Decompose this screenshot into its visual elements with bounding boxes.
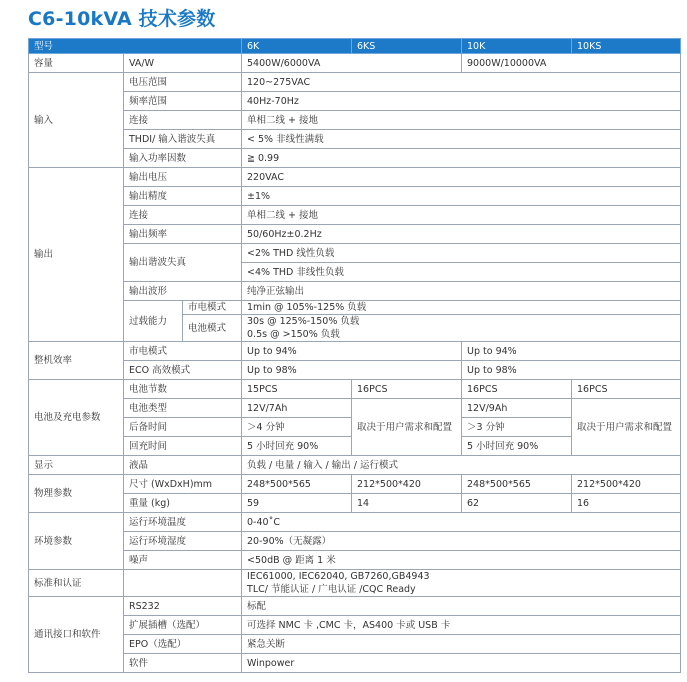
- category-input: 输入: [29, 73, 124, 168]
- category-environment: 环境参数: [29, 513, 124, 570]
- row-value: <2% THD 线性负载: [242, 244, 681, 263]
- battery-type-6k: 12V/7Ah: [242, 399, 352, 418]
- row-value: Up to 98%: [242, 361, 462, 380]
- category-comms: 通讯接口和软件: [29, 597, 124, 673]
- row-value: 0-40˚C: [242, 513, 681, 532]
- table-row: [29, 513, 681, 532]
- header-10k: 10K: [462, 39, 572, 54]
- row-value: <4% THD 非线性负载: [242, 263, 681, 282]
- overload-line-1: 1min @ 105%-125% 负载: [242, 301, 681, 315]
- table-row: [29, 225, 681, 244]
- table-row: [29, 206, 681, 225]
- row-label: 液晶: [124, 456, 242, 475]
- row-value: 20-90%（无凝露）: [242, 532, 681, 551]
- row-value: <50dB @ 距离 1 米: [242, 551, 681, 570]
- row-label: 输出精度: [124, 187, 242, 206]
- table-row: [29, 570, 681, 584]
- battery-backup-10k: ＞3 分钟: [462, 418, 572, 437]
- row-value: 负载 / 电量 / 输入 / 输出 / 运行模式: [242, 456, 681, 475]
- row-value: Up to 94%: [242, 342, 462, 361]
- battery-recharge-10k: 5 小时回充 90%: [462, 437, 572, 456]
- size-6ks: 212*500*420: [352, 475, 462, 494]
- weight-10ks: 16: [572, 494, 681, 513]
- row-value: 120~275VAC: [242, 73, 681, 92]
- table-row: [29, 111, 681, 130]
- overload-line-2: 30s @ 125%-150% 负载: [242, 315, 681, 329]
- category-battery: 电池及充电参数: [29, 380, 124, 456]
- category-standards: 标准和认证: [29, 570, 124, 597]
- row-value: 标配: [242, 597, 681, 616]
- table-row: [29, 551, 681, 570]
- table-row: [29, 597, 681, 616]
- row-label: 回充时间: [124, 437, 242, 456]
- row-label: 噪声: [124, 551, 242, 570]
- standards-label-cell: [124, 570, 242, 597]
- header-model: 型号: [29, 39, 242, 54]
- standards-line-1: IEC61000, IEC62040, GB7260,GB4943: [242, 570, 681, 584]
- table-row: [29, 475, 681, 494]
- table-row: [29, 635, 681, 654]
- battery-count-6ks: 16PCS: [352, 380, 462, 399]
- row-label: 运行环境湿度: [124, 532, 242, 551]
- row-label: 输出谐波失真: [124, 244, 242, 282]
- row-label: 过载能力: [124, 301, 183, 342]
- page-title: C6-10kVA 技术参数: [28, 8, 216, 30]
- table-row: [29, 494, 681, 513]
- row-label: 电池类型: [124, 399, 242, 418]
- battery-count-10ks: 16PCS: [572, 380, 681, 399]
- row-label: 扩展插槽（选配）: [124, 616, 242, 635]
- row-label: 频率范围: [124, 92, 242, 111]
- row-value: 单相二线 + 接地: [242, 206, 681, 225]
- row-value: Winpower: [242, 654, 681, 673]
- table-row: [29, 168, 681, 187]
- table-row: [29, 73, 681, 92]
- row-value: 紧急关断: [242, 635, 681, 654]
- table-row: [29, 149, 681, 168]
- size-6k: 248*500*565: [242, 475, 352, 494]
- row-label: 输出波形: [124, 282, 242, 301]
- row-value: 40Hz-70Hz: [242, 92, 681, 111]
- table-row: [29, 54, 681, 73]
- overload-battery-mode: 电池模式: [183, 315, 242, 342]
- overload-mains-mode: 市电模式: [183, 301, 242, 315]
- row-value: Up to 94%: [462, 342, 681, 361]
- category-display: 显示: [29, 456, 124, 475]
- header-6ks: 6KS: [352, 39, 462, 54]
- table-row: [29, 456, 681, 475]
- category-physical: 物理参数: [29, 475, 124, 513]
- table-row: [29, 130, 681, 149]
- size-10ks: 212*500*420: [572, 475, 681, 494]
- row-label: 运行环境温度: [124, 513, 242, 532]
- table-row: [29, 380, 681, 399]
- row-label: 软件: [124, 654, 242, 673]
- row-label: 电池节数: [124, 380, 242, 399]
- table-row: [29, 92, 681, 111]
- capacity-6k: 5400W/6000VA: [242, 54, 462, 73]
- row-label: ECO 高效模式: [124, 361, 242, 380]
- weight-6k: 59: [242, 494, 352, 513]
- row-value: 可选择 NMC 卡 ,CMC 卡，AS400 卡或 USB 卡: [242, 616, 681, 635]
- table-row: [29, 187, 681, 206]
- table-row: [29, 361, 681, 380]
- row-label: THDI/ 输入谐波失真: [124, 130, 242, 149]
- row-label: EPO（选配）: [124, 635, 242, 654]
- battery-user-defined-10ks: 取决于用户需求和配置: [572, 399, 681, 456]
- weight-10k: 62: [462, 494, 572, 513]
- table-header-row: [29, 39, 681, 54]
- category-output: 输出: [29, 168, 124, 342]
- row-label: 尺寸 (WxDxH)mm: [124, 475, 242, 494]
- row-label: 后备时间: [124, 418, 242, 437]
- overload-line-3: 0.5s @ >150% 负载: [242, 328, 681, 342]
- row-value: 50/60Hz±0.2Hz: [242, 225, 681, 244]
- battery-count-10k: 16PCS: [462, 380, 572, 399]
- battery-count-6k: 15PCS: [242, 380, 352, 399]
- row-value: < 5% 非线性满载: [242, 130, 681, 149]
- row-label: 连接: [124, 206, 242, 225]
- battery-recharge-6k: 5 小时回充 90%: [242, 437, 352, 456]
- row-value: 纯净正弦输出: [242, 282, 681, 301]
- row-label: 市电模式: [124, 342, 242, 361]
- table-row: [29, 399, 681, 418]
- row-value: ≧ 0.99: [242, 149, 681, 168]
- table-row: [29, 282, 681, 301]
- standards-line-2: TLC/ 节能认证 / 广电认证 /CQC Ready: [242, 583, 681, 597]
- battery-backup-6k: ＞4 分钟: [242, 418, 352, 437]
- table-row: [29, 616, 681, 635]
- weight-6ks: 14: [352, 494, 462, 513]
- row-label: 输入功率因数: [124, 149, 242, 168]
- table-row: [29, 244, 681, 263]
- capacity-10k: 9000W/10000VA: [462, 54, 681, 73]
- header-10ks: 10KS: [572, 39, 681, 54]
- size-10k: 248*500*565: [462, 475, 572, 494]
- row-label: RS232: [124, 597, 242, 616]
- table-row: [29, 342, 681, 361]
- battery-user-defined-6ks: 取决于用户需求和配置: [352, 399, 462, 456]
- spec-table: [28, 38, 681, 673]
- row-label: 输出电压: [124, 168, 242, 187]
- row-value: ±1%: [242, 187, 681, 206]
- table-row: [29, 532, 681, 551]
- category-efficiency: 整机效率: [29, 342, 124, 380]
- row-label: 连接: [124, 111, 242, 130]
- header-6k: 6K: [242, 39, 352, 54]
- battery-type-10k: 12V/9Ah: [462, 399, 572, 418]
- row-value: 220VAC: [242, 168, 681, 187]
- row-value: Up to 98%: [462, 361, 681, 380]
- row-value: 单相二线 + 接地: [242, 111, 681, 130]
- row-label: 电压范围: [124, 73, 242, 92]
- row-label: 重量 (kg): [124, 494, 242, 513]
- table-row: [29, 654, 681, 673]
- table-row: [29, 301, 681, 315]
- row-label: 输出频率: [124, 225, 242, 244]
- category-capacity: 容量: [29, 54, 124, 73]
- capacity-unit: VA/W: [124, 54, 242, 73]
